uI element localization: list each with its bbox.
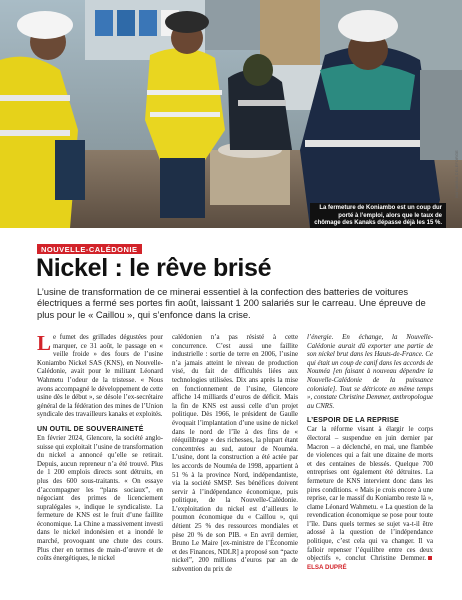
lead-paragraph [37,331,163,420]
paragraph [307,426,433,572]
section-rubric: NOUVELLE-CALÉDONIE [37,244,142,254]
photo-caption: La fermeture de Koniambo est un coup dur porté à l’emploi, alors que le taux de chômage des Kanaks dépasse déjà les 15 %. [310,203,446,228]
article-column-3 [307,334,433,572]
workers-photo-illustration [0,0,462,228]
photo-credit: MAYAMINA DELEFORGE [455,150,459,198]
paragraph: l’énergie. En échange, la Nouvelle-Calédonie aurait dû exporter une partie de son nickel brut dans les Hauts-de-France. Ce qui était un coup de canif dans les accords de Nouméa [en faisant à nouveau dépendre la Nouvelle-Calédonie de la puissance coloniale]. Tout se détricote en même temps », constate Christine Demmer, anthropologue au CNRS. [307,334,433,410]
hero-photo [0,0,462,228]
article-title: Nickel : le rêve brisé [36,254,272,282]
end-mark-icon [428,556,432,560]
paragraph-text: Car la réforme visant à élargir le corps électoral – suspendue en juin dernier par Macron – a déclenché, en mai, une flambée de violences qui a fait une dizaine de morts et des centaines de blessés. Quelque 700 entreprises ont également été détruites. La fermeture de KNS intervient donc dans les pires conditions. « Mais je crois encore à une reprise, car le massif du Koniambo reste là », clame Léonard Wahmetu. « La question de la revendication économique se pose pour toute l’île. Dans quels termes se sujet va-t-il être adossé à la question de l’indépendance politique, c’est cela qui va changer. Il va falloir repenser l’équilibre entre ces deux objectifs », conclut Christine Demmer. [307,426,433,563]
subhead-espoir-reprise: L’ESPOIR DE LA REPRISE [307,417,400,425]
article-standfirst: L’usine de transformation de ce minerai essentiel à la confection des batteries de voitures électriques a fermé ses portes fin août, laissant 1 200 salariés sur le carreau. Une épreuve de plus pour le « Caillou », qui s’enfonce dans la crise. [37,286,426,320]
subhead-souverainete: UN OUTIL DE SOUVERAINETÉ [37,425,144,433]
author-signature: ELSA DUPRÉ [307,563,347,571]
article-column-2 [172,334,298,575]
paragraph: calédonien n’a pas résisté à cette concurrence. C’est aussi une faillite industrielle : sortie de terre en 2006, l’usine n’a jamais atteint le niveau de production visé, du fait de difficultés liées aux technologies utilisées. Dix ans après la mise en fonctionnement de l’usine, Glencore affiche 14 milliards d’euros de déficit. Mais la fin de KNS est aussi celle d’un projet politique. Dès 1966, le président de Gaulle évoquait l’implantation d’une usine de nickel dans le nord de l’île à des fins de « rééquilibrage » des richesses, la plupart étant concentrées au sud, autour de Nouméa. L’usine, dont la construction a été actée par les accords de Nouméa de 1998, appartient à 51 % à la province Nord, indépendantiste, via la société SMSP. Ses bénéfices doivent servir à l’indépendance économique, puis politique, de la Nouvelle-Calédonie. L’exploitation du nickel est d’ailleurs le poumon économique du « Caillou », qui détient 25 % des ressources mondiales et pèse 20 % de son PIB. « En avril dernier, Bruno Le Maire [ex-ministre de l’Économie et des Finances, NDLR] a proposé son “pacte nickel”, 200 millions d’euros par an de subvention du prix de [172,334,298,574]
lead-paragraph-text: e fumet des grillades dégustées pour marquer, ce 31 août, le passage en « veille froide » des fours de l’usine Koniambo Nickel SAS (KNS), en Nouvelle-Calédonie, avait pour le militant Léonard Wahmetu l’odeur de la tristesse. « Nous avons accompagné le développement de cette usine dès le début », se désole l’ex-secrétaire général de la fédération des mines de l’Union syndicale des travailleurs kanaks et exploités. [37,334,163,419]
article-column-1 [37,331,163,564]
paragraph: En février 2024, Glencore, la société anglo-suisse qui exploitait l’usine de transformation du nickel a annoncé qu’elle se retirait. Depuis, aucun repreneur n’a été trouvé. Plus de 1 200 emplois directs sont détruits, en plus des 600 sous-traitants. « On essaye d’accompagner les “plans sociaux”, en négociant des primes de licenciement supralégales », indique le syndicaliste. La fermeture de KNS est le fruit d’une faillite économique. La Chine a massivement investi dans le nickel indonésien et a inondé le marché, provoquant une chute des cours. Plus cher en termes de main-d’œuvre et de coûts énergétiques, le nickel [37,434,163,563]
drop-cap: L [37,331,52,355]
